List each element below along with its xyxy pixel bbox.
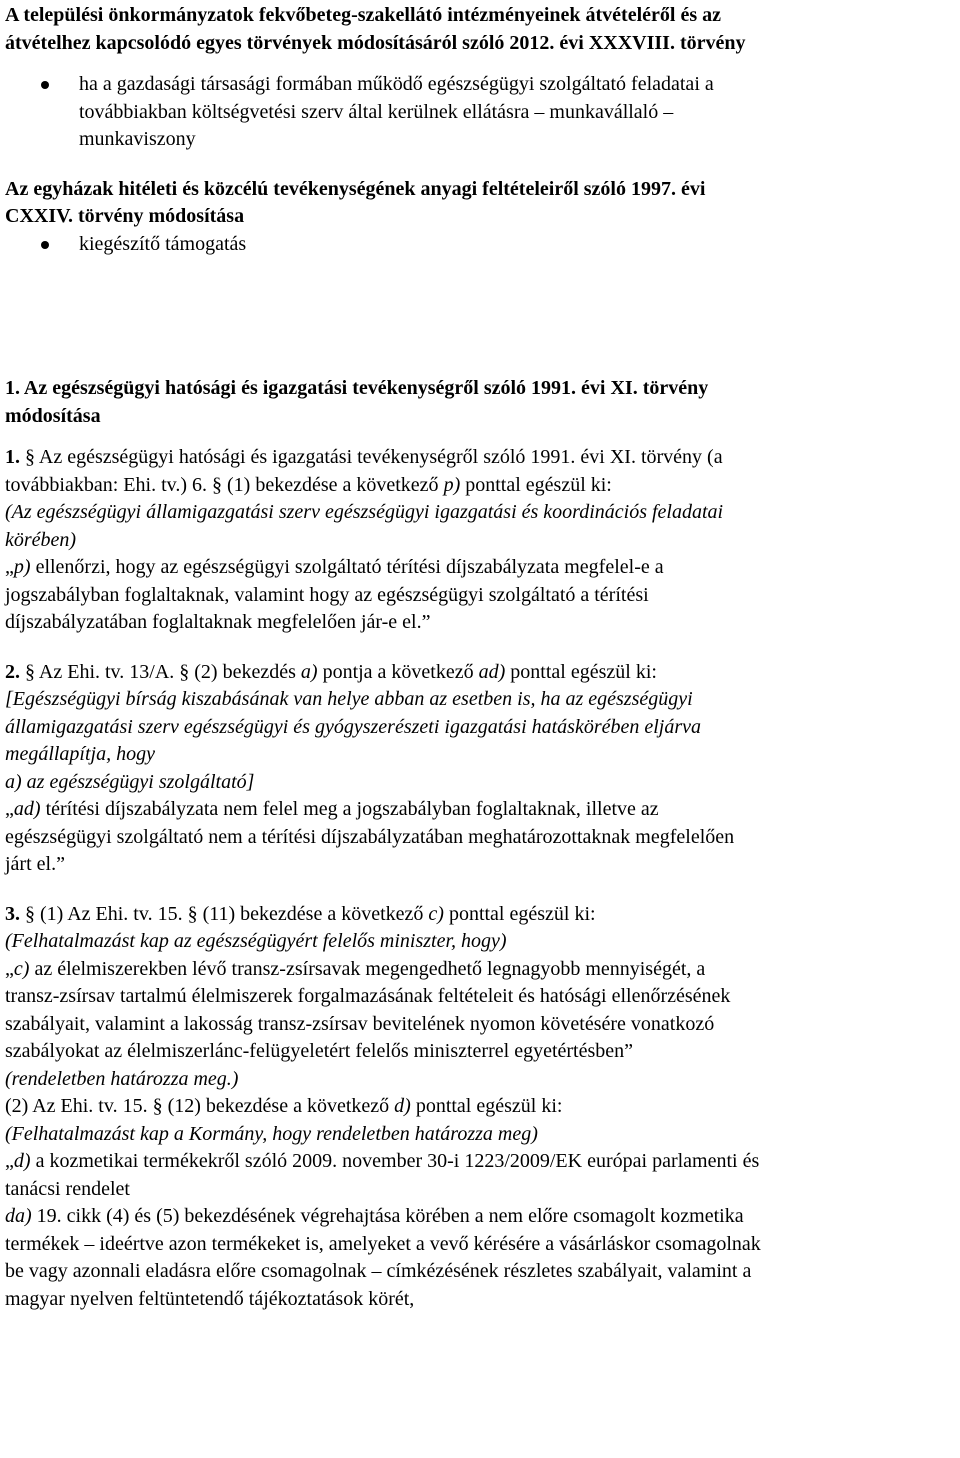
section-sign: § [152, 1095, 163, 1117]
section-heading-churches: Az egyházak hitéleti és közcélú tevékenységének anyagi feltételeiről szóló 1997. évi CXXIV. törvény módosítása [5, 177, 706, 227]
section-1-paragraph: 1. § Az egészségügyi hatósági és igazgatási tevékenységről szóló 1991. évi XI. törvény (a továbbiakban: Ehi. tv.) 6. § (1) bekezdése a következő p) ponttal egészül ki: (Az egészségügyi államigazgatási szerv egészségügyi igazgatási és koordinációs feladatai körében) „p) ellenőrzi, hogy az egészségügyi szolgáltató térítési díjszabályzata megfelel-e a jogszabályban foglaltaknak, valamint hogy az egészségügyi szolgáltató a térítési díjszabályzatában foglaltaknak megfelelően jár-e el.” [5, 446, 724, 633]
section-sign: § [25, 660, 35, 683]
section-3-paragraph: 3. § (1) Az Ehi. tv. 15. § (11) bekezdése a következő c) ponttal egészül ki: (Felhatalmazást kap az egészségügyért felelős miniszter, hogy) „c) az élelmiszerekben lévő transz-zsírsavak megengedhető legnagyobb mennyiségét, a transz-zsírsav tartalmú élelmiszerek forgalmazásának feltételeit és hatósági ellenőrzésének szabályait, valamint a lakosság transz-zsírsav bevitelének nyomon követésére vonatkozó szabályokat az élelmiszerlánc-felügyeletért felelős miniszterrel egyetértésben” (rendeletben határozza meg.) (2) Az Ehi. tv. 15. § (12) bekezdése a következő d) ponttal egészül ki: (Felhatalmazást kap a Kormány, hogy rendeletben határozza meg) „d) a kozmetikai termékekről szóló 2009. november 30-i 1223/2009/EK európai parlamenti és tanácsi rendelet da) 19. cikk (4) és (5) bekezdésének végrehajtása körében a nem előre csomagolt kozmetika termékek – ideértve azon termékeket is, amelyeket a vevő kérésére a vásárláskor csomagolnak be vagy azonnali eladásra előre csomagolnak – címkézésének részletes szabályait, valamint a magyar nyelven feltüntetendő tájékoztatások körét, [5, 902, 761, 1310]
section-sign: § [179, 660, 190, 683]
list-item: ha a gazdasági társasági formában működő egészségügyi szolgáltató feladatai a továbbiakban költségvetési szerv által kerülnek ellátásra – munkavállaló – munkaviszony [5, 71, 957, 154]
section-2-paragraph: 2. § Az Ehi. tv. 13/A. § (2) bekezdés a) pontja a következő ad) ponttal egészül ki: [Egészségügyi bírság kiszabásának van helye abban az esetben is, ha az egészségügyi államigazgatási szerv egészségügyi és gyógyszerészeti igazgatási hatáskörében eljárva megállapítja, hogy a) az egészségügyi szolgáltató] „ad) térítési díjszabályzata nem felel meg a jogszabályban foglaltaknak, illetve az egészségügyi szolgáltató nem a térítési díjszabályzatában meghatározottaknak megfelelően járt el.” [5, 660, 735, 875]
section-sign: § [187, 902, 198, 925]
section-heading-health-authority: 1. Az egészségügyi hatósági és igazgatási tevékenységről szóló 1991. évi XI. törvény módosítása [5, 377, 709, 427]
list-item: kiegészítő támogatás [5, 231, 957, 259]
section-sign: § [25, 446, 35, 468]
bullet-icon [41, 241, 49, 249]
bullet-icon [41, 81, 49, 89]
section-sign: § [25, 902, 35, 925]
bullet-list-2 [5, 231, 957, 259]
section-sign: § [212, 473, 222, 496]
law-title-heading: A települési önkormányzatok fekvőbeteg-szakellátó intézményeinek átvételéről és az átvételhez kapcsolódó egyes törvények módosításáról szóló 2012. évi XXXVIII. törvény [5, 4, 746, 54]
document-page [5, 2, 957, 1313]
bullet-list-1 [5, 71, 957, 154]
